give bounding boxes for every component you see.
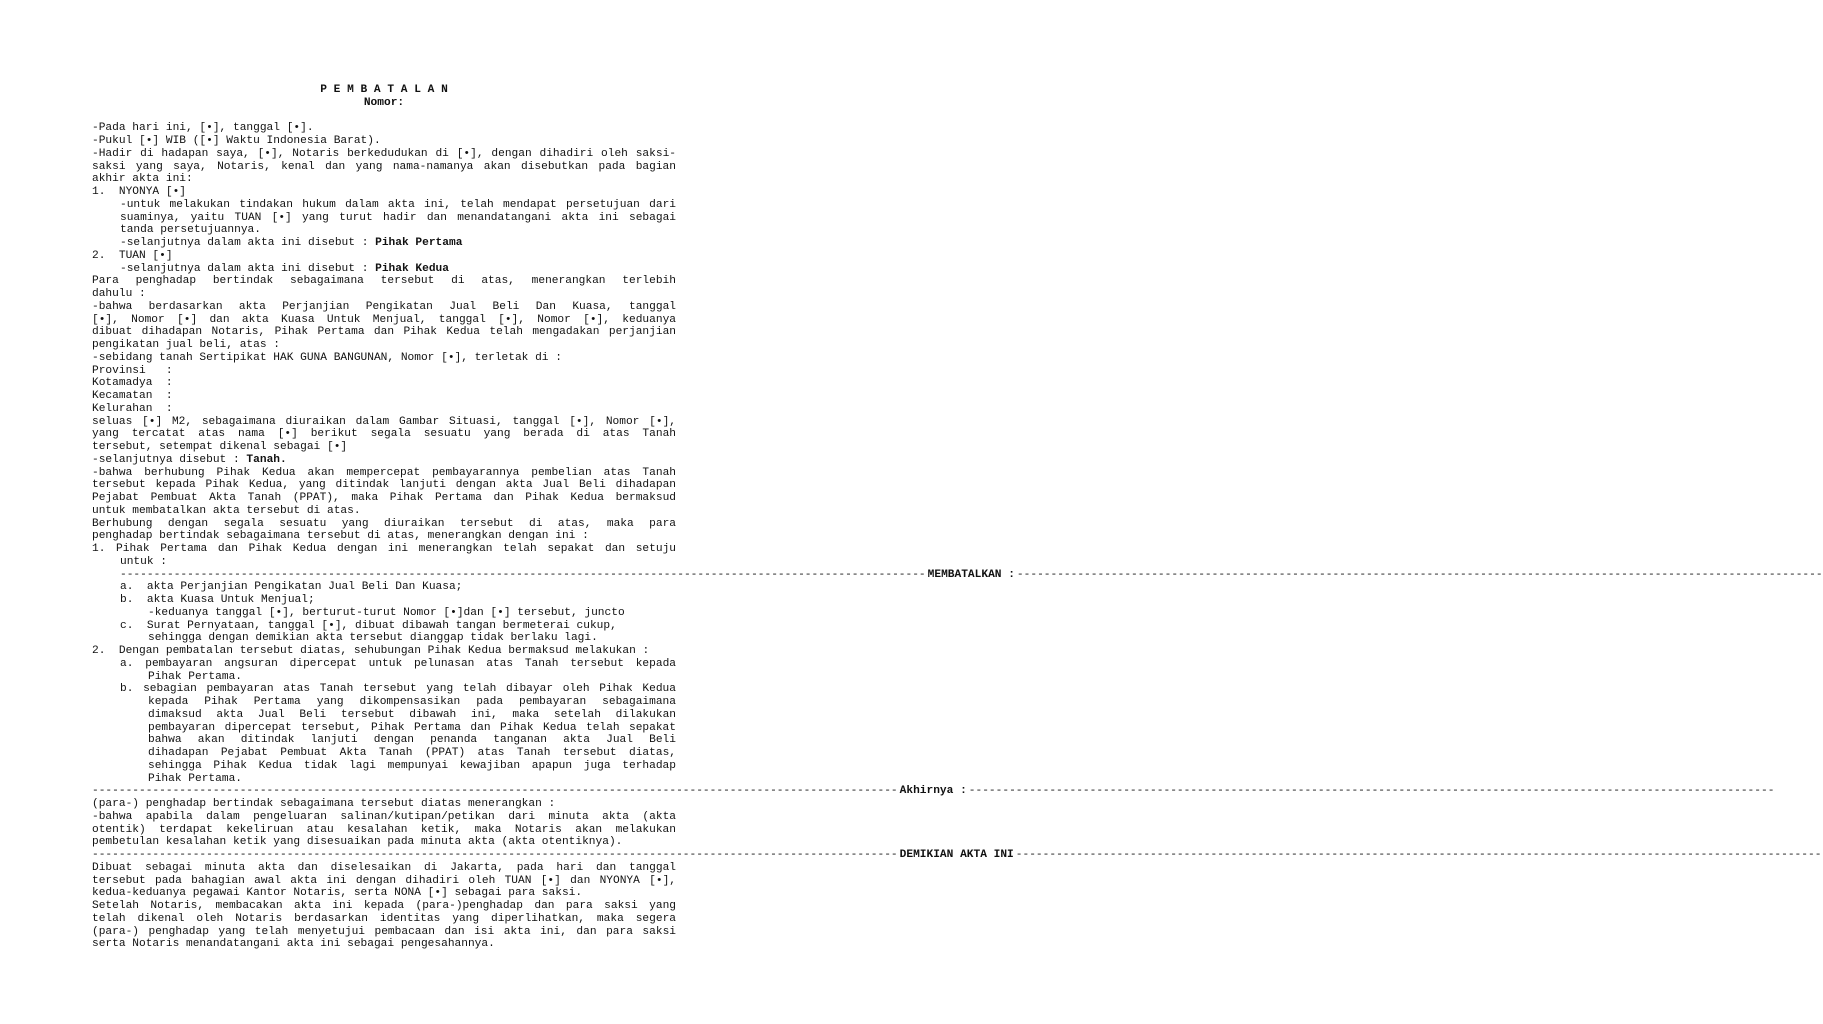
line-text: Kecamatan : bbox=[92, 390, 173, 402]
text-line bbox=[92, 199, 676, 212]
text-line bbox=[92, 505, 676, 518]
line-text: sehingga dengan demikian akta tersebut dianggap tidak berlaku lagi. bbox=[148, 632, 598, 645]
text-line bbox=[92, 760, 676, 773]
line-text: kepada Pihak Pertama yang dikompensasikan pada pembayaran sebagaimana bbox=[148, 696, 676, 708]
line-text: seluas [•] M2, sebagaimana diuraikan dalam Gambar Situasi, tanggal [•], Nomor [•], bbox=[92, 415, 676, 428]
line-text: untuk membatalkan akta tersebut di atas. bbox=[92, 504, 361, 517]
line-text: -untuk melakukan tindakan hukum dalam akta ini, telah mendapat persetujuan dari bbox=[120, 198, 676, 211]
text-line bbox=[92, 696, 676, 709]
text-line bbox=[92, 365, 676, 378]
text-line bbox=[92, 620, 676, 633]
line-text: dimaksud akta Jual Beli tersebut dibawah ini, maka setelah dilakukan bbox=[148, 708, 676, 721]
text-line bbox=[92, 556, 676, 569]
line-text: -selanjutnya dalam akta ini disebut : bbox=[120, 262, 376, 275]
text-line bbox=[92, 224, 676, 237]
line-text: 2. TUAN [•] bbox=[92, 249, 173, 262]
divider-dashes: ------------------------------------------------------------------------------------------------------------------------ bbox=[1016, 568, 1823, 581]
line-text: yang tercatat atas nama [•] berikut segala sesuatu yang berada di atas Tanah bbox=[92, 428, 676, 441]
line-text: -selanjutnya disebut : bbox=[92, 453, 247, 466]
line-text: akhir akta ini: bbox=[92, 173, 193, 186]
text-line bbox=[92, 161, 676, 174]
line-text: tanda persetujuannya. bbox=[120, 224, 261, 237]
text-line bbox=[92, 658, 676, 671]
text-line bbox=[92, 250, 676, 263]
divider-dashes: ------------------------------------------------------------------------------------------------------------------------ bbox=[92, 849, 898, 861]
line-text: -Hadir di hadapan saya, [•], Notaris berkedudukan di [•], dengan dihadiri oleh saksi- bbox=[92, 147, 676, 160]
line-text: serta Notaris menandatangani akta ini sebagai pengesahannya. bbox=[92, 938, 495, 951]
line-text: dihadapan Pejabat Pembuat Akta Tanah (PPAT) atas Tanah tersebut diatas, bbox=[148, 747, 676, 759]
text-line bbox=[92, 722, 676, 735]
text-line bbox=[92, 709, 676, 722]
text-line bbox=[92, 492, 676, 505]
text-line bbox=[92, 479, 676, 492]
bold-term: Tanah bbox=[246, 453, 280, 466]
text-line bbox=[92, 148, 676, 161]
text-line bbox=[92, 824, 676, 837]
line-text: c. Surat Pernyataan, tanggal [•], dibuat dibawah tangan bermeterai cukup, bbox=[120, 619, 617, 632]
divider-dashes: ------------------------------------------------------------------------------------------------------------------------ bbox=[968, 785, 1775, 798]
document-number: Nomor: bbox=[363, 96, 405, 109]
line-text: pembayaran dipercepat tersebut, Pihak Pertama dan Pihak Kedua telah sepakat bbox=[148, 721, 676, 734]
divider-dashes: ------------------------------------------------------------------------------------------------------------------------ bbox=[1015, 849, 1822, 861]
text-line bbox=[92, 836, 676, 849]
text-line bbox=[92, 887, 676, 900]
section-heading: DEMIKIAN AKTA INI bbox=[899, 849, 1014, 861]
text-line bbox=[92, 339, 676, 352]
text-line bbox=[92, 773, 676, 786]
text-line bbox=[92, 275, 676, 288]
text-line bbox=[92, 530, 676, 543]
text-line bbox=[92, 454, 676, 467]
line-text: 1. Pihak Pertama dan Pihak Kedua dengan ini menerangkan telah sepakat dan setuju bbox=[92, 543, 676, 555]
line-text: pengikatan jual beli, atas : bbox=[92, 339, 280, 351]
text-line bbox=[92, 581, 676, 594]
section-divider bbox=[92, 568, 1823, 582]
text-line bbox=[92, 122, 676, 135]
text-line bbox=[92, 301, 676, 314]
line-text: b. akta Kuasa Untuk Menjual; bbox=[120, 594, 315, 606]
line-text: dahulu : bbox=[92, 288, 146, 300]
text-line bbox=[92, 926, 676, 939]
text-line bbox=[92, 173, 676, 186]
text-line bbox=[92, 326, 676, 339]
document-title: P E M B A T A L A N bbox=[320, 84, 448, 96]
line-text: 2. Dengan pembatalan tersebut diatas, sehubungan Pihak Kedua bermaksud melakukan : bbox=[92, 645, 650, 657]
text-line bbox=[92, 543, 676, 556]
line-text: (para-) penghadap bertindak sebagaimana tersebut diatas menerangkan : bbox=[92, 798, 556, 810]
text-line bbox=[92, 441, 676, 454]
text-line bbox=[92, 875, 676, 888]
text-line bbox=[92, 390, 676, 403]
divider-dashes: ------------------------------------------------------------------------------------------------------------------------ bbox=[120, 568, 926, 581]
text-line bbox=[92, 467, 676, 480]
text-line bbox=[92, 594, 676, 607]
section-heading: MEMBATALKAN : bbox=[927, 568, 1015, 581]
text-line bbox=[92, 798, 676, 811]
line-text: Pihak Pertama. bbox=[148, 670, 242, 683]
line-text: tersebut, setempat dikenal sebagai [•] bbox=[92, 441, 348, 453]
section-divider bbox=[92, 785, 1775, 798]
text-line bbox=[92, 237, 676, 250]
line-text: Kelurahan : bbox=[92, 402, 173, 415]
line-suffix: . bbox=[280, 453, 287, 466]
line-text: sehingga Pihak Kedua tidak lagi mempunyai kewajiban apapun juga terhadap bbox=[148, 759, 676, 772]
line-text: penghadap bertindak sebagaimana tersebut di atas, menerangkan dengan ini : bbox=[92, 530, 589, 543]
line-text: -sebidang tanah Sertipikat HAK GUNA BANGUNAN, Nomor [•], terletak di : bbox=[92, 351, 562, 364]
line-text: -bahwa berdasarkan akta Perjanjian Pengikatan Jual Beli Dan Kuasa, tanggal bbox=[92, 300, 676, 313]
text-line bbox=[92, 314, 676, 327]
text-line bbox=[92, 263, 676, 276]
text-line bbox=[92, 352, 676, 365]
text-line bbox=[92, 938, 676, 951]
line-text: otentik) terdapat kekeliruan atau kesalahan ketik, maka Notaris akan melakukan bbox=[92, 823, 676, 836]
line-text: -selanjutnya dalam akta ini disebut : bbox=[120, 237, 376, 249]
text-line bbox=[92, 645, 676, 658]
text-line bbox=[92, 671, 676, 684]
text-line bbox=[92, 377, 676, 390]
text-line bbox=[92, 518, 676, 531]
line-text: -Pukul [•] WIB ([•] Waktu Indonesia Barat). bbox=[92, 135, 381, 147]
text-line bbox=[92, 403, 676, 416]
line-text: pembetulan kesalahan ketik yang disesuaikan pada minuta akta (akta otentiknya). bbox=[92, 836, 623, 849]
text-line bbox=[92, 632, 676, 645]
document-page bbox=[92, 84, 1823, 951]
text-line bbox=[92, 135, 676, 148]
line-text: 1. NYONYA [•] bbox=[92, 186, 186, 198]
text-line bbox=[92, 734, 676, 747]
line-text: suaminya, yaitu TUAN [•] yang turut hadir dan menandatangani akta ini sebagai bbox=[120, 211, 676, 224]
text-line bbox=[92, 913, 676, 926]
line-text: -Pada hari ini, [•], tanggal [•]. bbox=[92, 122, 314, 135]
document-body bbox=[92, 122, 1823, 951]
line-text: kedua-keduanya pegawai Kantor Notaris, serta NONA [•] sebagai para saksi. bbox=[92, 887, 583, 900]
text-line bbox=[92, 607, 676, 620]
text-line bbox=[92, 212, 676, 225]
line-text: dibuat dihadapan Notaris, Pihak Pertama dan Pihak Kedua telah mengadakan perjanjian bbox=[92, 326, 676, 339]
line-text: -bahwa apabila dalam pengeluaran salinan/kutipan/petikan dari minuta akta (akta bbox=[92, 810, 676, 823]
blank-line bbox=[92, 110, 676, 123]
line-text: (para-) penghadap yang telah menyetujui pembacaan dan isi akta ini, dan para saksi bbox=[92, 925, 676, 938]
line-text: Berhubung dengan segala sesuatu yang diuraikan tersebut di atas, maka para bbox=[92, 517, 676, 530]
line-text: tersebut kepada Pihak Kedua, yang ditindak lanjuti dengan akta Jual Beli dihadapan bbox=[92, 479, 676, 492]
text-line bbox=[92, 186, 676, 199]
divider-dashes: ------------------------------------------------------------------------------------------------------------------------ bbox=[92, 785, 898, 798]
line-text: bahwa akan ditindak lanjuti dengan penanda tanganan akta Jual Beli bbox=[148, 734, 676, 747]
text-line bbox=[92, 900, 676, 913]
section-heading: Akhirnya : bbox=[899, 785, 967, 798]
line-text: [•], Nomor [•] dan akta Kuasa Untuk Menjual, tanggal [•], Nomor [•], keduanya bbox=[92, 313, 676, 326]
text-line bbox=[92, 811, 676, 824]
text-line bbox=[92, 683, 676, 696]
line-text: Provinsi : bbox=[92, 364, 173, 377]
line-text: tersebut pada bahagian awal akta ini dengan dihadiri oleh TUAN [•] dan NYONYA [•], bbox=[92, 874, 676, 887]
line-text: -bahwa berhubung Pihak Kedua akan mempercepat pembayarannya pembelian atas Tanah bbox=[92, 466, 676, 479]
text-line bbox=[92, 416, 676, 429]
bold-term: Pihak Pertama bbox=[375, 237, 463, 249]
bold-term: Pihak Kedua bbox=[375, 262, 449, 275]
line-text: saksi yang saya, Notaris, kenal dan yang nama-namanya akan disebutkan pada bagian bbox=[92, 160, 676, 173]
text-line bbox=[92, 428, 676, 441]
line-text: b. sebagian pembayaran atas Tanah tersebut yang telah dibayar oleh Pihak Kedua bbox=[120, 683, 676, 696]
line-text: -keduanya tanggal [•], berturut-turut Nomor [•]dan [•] tersebut, juncto bbox=[148, 606, 625, 619]
line-text: Para penghadap bertindak sebagaimana tersebut di atas, menerangkan terlebih bbox=[92, 275, 676, 288]
line-text: Setelah Notaris, membacakan akta ini kepada (para-)penghadap dan para saksi yang bbox=[92, 900, 676, 912]
text-line bbox=[92, 862, 676, 875]
section-divider bbox=[92, 849, 1822, 862]
text-line bbox=[92, 288, 676, 301]
line-text: a. pembayaran angsuran dipercepat untuk pelunasan atas Tanah tersebut kepada bbox=[120, 657, 676, 670]
line-text: Pejabat Pembuat Akta Tanah (PPAT), maka Pihak Pertama dan Pihak Kedua bermaksud bbox=[92, 492, 676, 504]
line-text: Kotamadya : bbox=[92, 377, 173, 390]
line-text: Dibuat sebagai minuta akta dan diselesaikan di Jakarta, pada hari dan tanggal bbox=[92, 861, 676, 874]
line-text: a. akta Perjanjian Pengikatan Jual Beli Dan Kuasa; bbox=[120, 581, 463, 594]
line-text: untuk : bbox=[120, 555, 167, 568]
text-line bbox=[92, 747, 676, 760]
line-text: Pihak Pertama. bbox=[148, 772, 242, 785]
line-text: telah dikenal oleh Notaris berdasarkan identitas yang diperlihatkan, maka segera bbox=[92, 912, 676, 925]
